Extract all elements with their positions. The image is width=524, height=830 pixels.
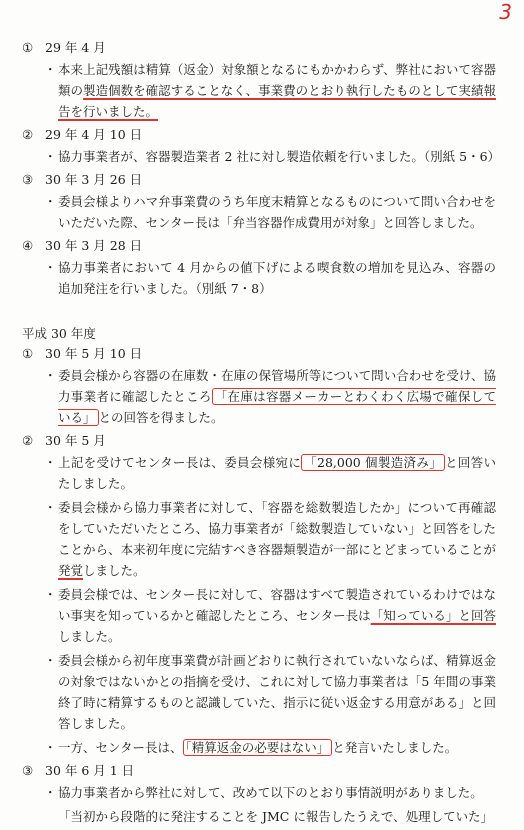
- item-number: ①: [22, 346, 34, 361]
- item-date: 30 年 5 月 10 日: [45, 346, 143, 361]
- bullet-dot: ・: [44, 260, 57, 275]
- document-body: [0, 38, 524, 830]
- paragraph: [0, 650, 524, 734]
- paragraph-text: 委員会様から初年度事業費が計画どおりに執行されていないならば、精算返金の対象ではないかとの指摘を受け、これに対して協力事業者は「5 年間の事業終了時に精算するものと認識していた、指示に従い返金する用意がある」と回答しました。: [58, 653, 496, 731]
- item-date: 30 年 3 月 26 日: [45, 172, 143, 187]
- section-gap: [0, 302, 524, 324]
- paragraph-text: 委員会様から容器の在庫数・在庫の保管場所等について問い合わせを受け、協力事業者に確認したところ: [58, 368, 496, 404]
- paragraph-text: 委員会様では、センター長に対して、容器はすべて製造されているわけではない事実を知っているかと確認したところ、センター長は: [58, 587, 496, 623]
- item-heading: [0, 344, 524, 364]
- paragraph: [0, 806, 524, 827]
- paragraph-text: 協力事業者から弊社に対して、改めて以下のとおり事情説明がありました。: [58, 785, 483, 800]
- paragraph: [0, 191, 524, 233]
- paragraph: [0, 59, 524, 122]
- bullet-dot: ・: [44, 62, 57, 77]
- item-date: 29 年 4 月 10 日: [45, 127, 143, 142]
- red-boxed-text: 「28,000 個製造済み」: [301, 454, 445, 471]
- paragraph: [0, 452, 524, 494]
- item-number: ②: [22, 127, 34, 142]
- paragraph: [0, 737, 524, 758]
- red-underlined-text: 製造個数を確認することなく、事業費のとおり執行したものとして実績報告を行いました。: [58, 83, 496, 119]
- paragraph-text: 委員会様よりハマ弁事業費のうち年度末精算となるものについて問い合わせをいただいた際、センター長は「弁当容器作成費用が対象」と回答しました。: [58, 194, 496, 230]
- paragraph-text: 協力事業者が、容器製造業者 2 社に対し製造依頼を行いました。（別紙 5・6）: [58, 149, 501, 164]
- item-number: ①: [22, 40, 34, 55]
- bullet-dot: ・: [44, 194, 57, 209]
- paragraph: [0, 257, 524, 299]
- item-heading: [0, 431, 524, 451]
- paragraph: [0, 365, 524, 428]
- item-heading: [0, 38, 524, 58]
- red-underlined-text: 発覚: [58, 563, 84, 578]
- paragraph: [0, 146, 524, 167]
- paragraph: [0, 584, 524, 647]
- paragraph-text: 「当初から段階的に発注することを JMC に報告したうえで、処理していた」: [58, 809, 494, 824]
- bullet-dot: ・: [44, 500, 57, 515]
- bullet-dot: ・: [44, 149, 57, 164]
- paragraph-text: 協力事業者において 4 月からの値下げによる喫食数の増加を見込み、容器の追加発注を行いました。（別紙 7・8）: [58, 260, 496, 296]
- paragraph: [0, 497, 524, 581]
- item-number: ④: [22, 238, 34, 253]
- paragraph-text-tail: と回答いたしました。: [58, 455, 496, 491]
- paragraph-text: 本来上記残額は精算（返金）対象額となるにもかかわらず、弊社において容器類の: [58, 62, 496, 98]
- item-heading: [0, 236, 524, 256]
- paragraph-text: 上記を受けてセンター長は、委員会様宛に: [58, 455, 302, 470]
- bullet-dot: ・: [44, 653, 57, 668]
- section-title: 平成 30 年度: [22, 326, 96, 341]
- item-date: 29 年 4 月: [45, 40, 106, 55]
- bullet-dot: ・: [44, 368, 57, 383]
- red-boxed-text: 「在庫は容器メーカーとわくわく広場で確保している」: [58, 389, 496, 425]
- item-date: 30 年 3 月 28 日: [45, 238, 143, 253]
- item-number: ③: [22, 172, 34, 187]
- bullet-dot: ・: [44, 587, 57, 602]
- bullet-dot: ・: [44, 740, 57, 755]
- paragraph-text: 一方、センター長は、: [58, 740, 183, 755]
- bullet-dot: ・: [44, 785, 57, 800]
- paragraph-text-tail: との回答を得ました。: [98, 410, 224, 425]
- item-heading: [0, 761, 524, 781]
- page-number: 3: [499, 0, 512, 24]
- red-boxed-text: 「精算返金の必要はない」: [183, 739, 333, 756]
- item-date: 30 年 5 月: [45, 433, 106, 448]
- paragraph-text-tail: しました。: [58, 629, 121, 644]
- item-heading: [0, 170, 524, 190]
- item-number: ③: [22, 763, 34, 778]
- paragraph-text: 委員会様から協力事業者に対して、「容器を総数製造したか」について再確認をしていただいたところ、協力事業者が「総数製造していない」と回答をしたことから、本来初年度に完結すべき容器類製造が一部にとどまっていることが: [58, 500, 496, 557]
- paragraph-text-tail: しました。: [83, 563, 146, 578]
- item-number: ②: [22, 433, 34, 448]
- red-underlined-text: 「知っている」と回答: [370, 608, 496, 623]
- item-heading: [0, 125, 524, 145]
- item-date: 30 年 6 月 1 日: [45, 763, 135, 778]
- bullet-dot: ・: [44, 455, 57, 470]
- paragraph-text-tail: と発言いたしました。: [332, 740, 458, 755]
